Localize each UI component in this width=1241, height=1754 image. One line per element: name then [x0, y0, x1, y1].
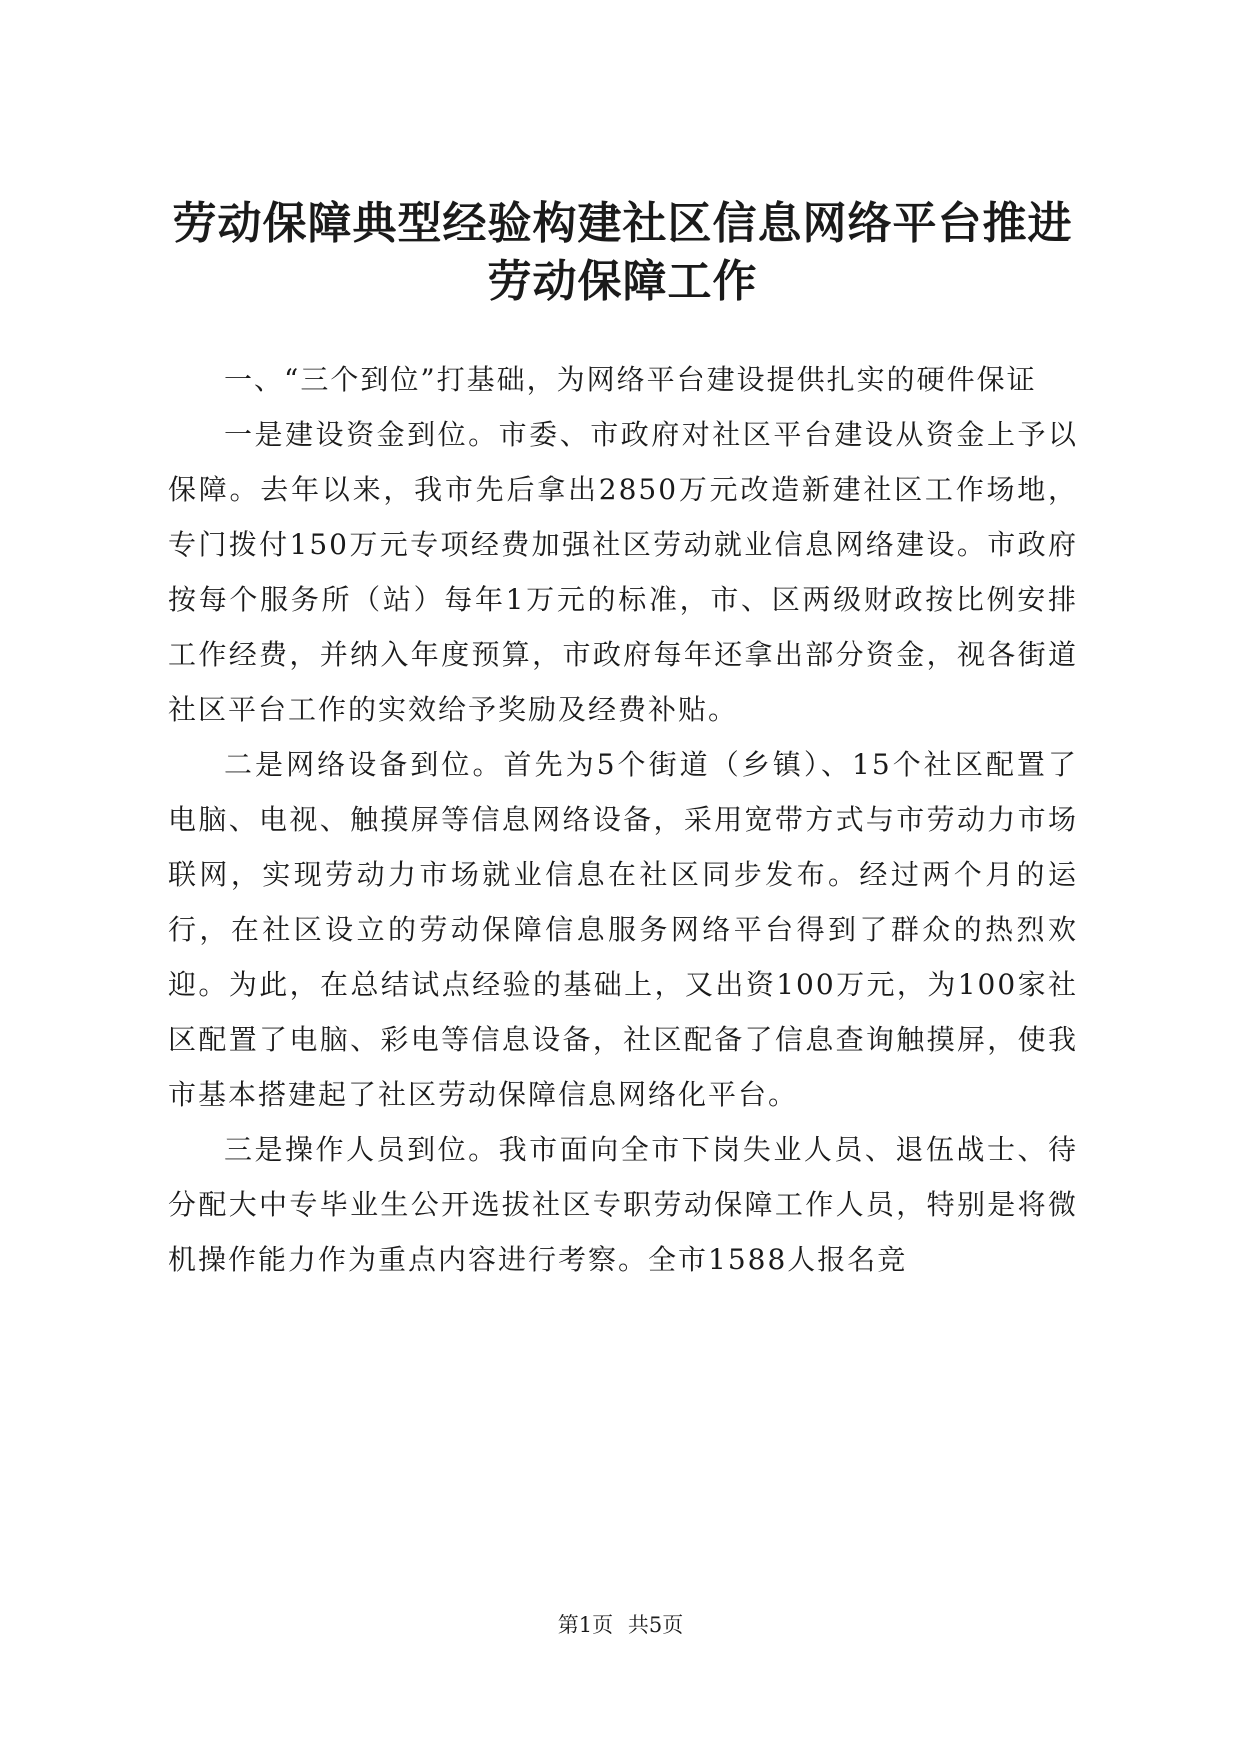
document-title [140, 195, 1105, 311]
document-body [168, 352, 1078, 1287]
page-total: 共5页 [627, 1613, 684, 1637]
paragraph-staff: 三是操作人员到位。我市面向全市下岗失业人员、退伍战士、待分配大中专毕业生公开选拔社区专职劳动保障工作人员，特别是将微机操作能力作为重点内容进行考察。全市1588人报名竞 [168, 1133, 1078, 1276]
title-line-1: 劳动保障典型经验构建社区信息网络平台推进 [172, 198, 1073, 249]
title-line-2: 劳动保障工作 [487, 256, 758, 307]
page-footer [0, 1610, 1241, 1640]
page-number: 第1页 [557, 1613, 614, 1637]
paragraph-funding: 一是建设资金到位。市委、市政府对社区平台建设从资金上予以保障。去年以来，我市先后拿出2850万元改造新建社区工作场地，专门拨付150万元专项经费加强社区劳动就业信息网络建设。市政府按每个服务所（站）每年1万元的标准，市、区两级财政按比例安排工作经费，并纳入年度预算，市政府每年还拿出部分资金，视各街道社区平台工作的实效给予奖励及经费补贴。 [168, 418, 1078, 726]
paragraph-equipment: 二是网络设备到位。首先为5个街道（乡镇）、15个社区配置了电脑、电视、触摸屏等信息网络设备，采用宽带方式与市劳动力市场联网，实现劳动力市场就业信息在社区同步发布。经过两个月的运行，在社区设立的劳动保障信息服务网络平台得到了群众的热烈欢迎。为此，在总结试点经验的基础上，又出资100万元，为100家社区配置了电脑、彩电等信息设备，社区配备了信息查询触摸屏，使我市基本搭建起了社区劳动保障信息网络化平台。 [168, 748, 1078, 1111]
section-heading: 一、“三个到位”打基础，为网络平台建设提供扎实的硬件保证 [224, 363, 1037, 396]
